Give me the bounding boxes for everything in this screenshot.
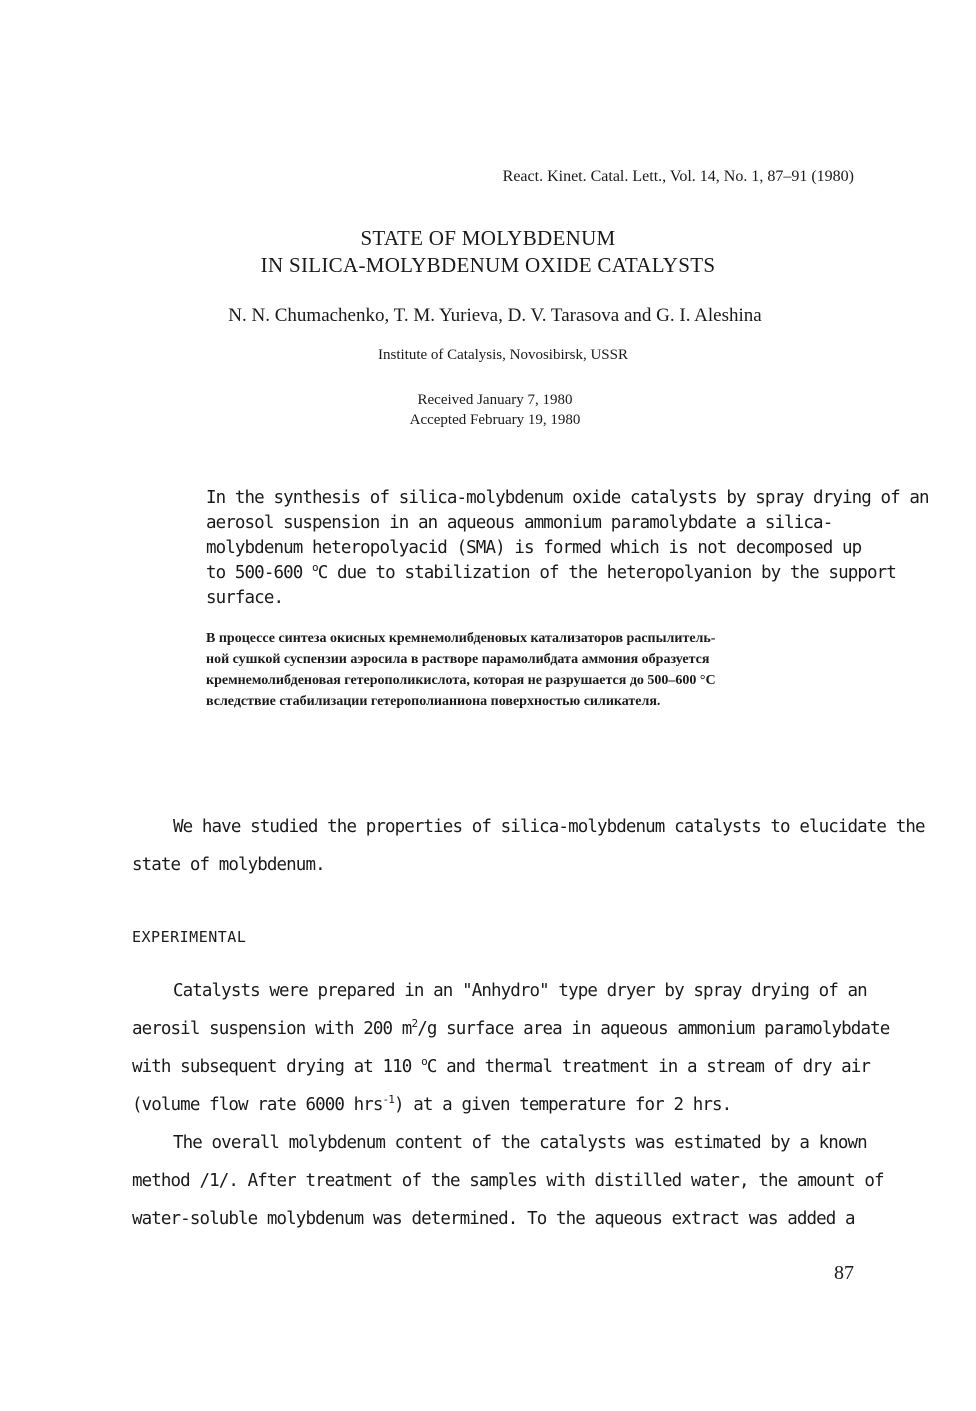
abstract-text: to 500-600 <box>206 563 312 583</box>
body-text: /g surface area in aqueous ammonium paramolybdate <box>417 1019 890 1039</box>
page-number: 87 <box>834 1262 854 1284</box>
body-text: C and thermal treatment in a stream of dry air <box>426 1057 871 1077</box>
abstract-ru-line: вследствие стабилизации гетерополианиона поверхностью силикателя. <box>206 694 661 709</box>
abstract-line: surface. <box>206 588 284 608</box>
accepted-date: Accepted February 19, 1980 <box>409 412 581 428</box>
body-line: Catalysts were prepared in an "Anhydro" type dryer by spray drying of an <box>173 981 867 1001</box>
superscript: 2 <box>411 1017 418 1030</box>
abstract-line: In the synthesis of silica-molybdenum oxide catalysts by spray drying of an <box>206 488 929 508</box>
abstract-line <box>206 561 896 586</box>
abstract-ru-line: кремнемолибденовая гетерополикислота, которая не разрушается до 500–600 °С <box>206 673 716 688</box>
degree-superscript: o <box>421 1055 427 1068</box>
abstract-line: aerosol suspension in an aqueous ammonium paramolybdate a silica- <box>206 513 833 533</box>
degree-superscript: o <box>312 561 318 574</box>
body-line: The overall molybdenum content of the catalysts was estimated by a known <box>173 1133 867 1153</box>
superscript: -1 <box>382 1093 394 1106</box>
abstract-russian <box>206 628 854 712</box>
institution: Institute of Catalysis, Novosibirsk, USSR <box>377 347 628 363</box>
body-line: method /1/. After treatment of the samples with distilled water, the amount of <box>132 1171 884 1191</box>
body-text: with subsequent drying at 110 <box>132 1057 422 1077</box>
body-line: We have studied the properties of silica-molybdenum catalysts to elucidate the <box>173 817 925 837</box>
body-text: aerosil suspension with 200 m <box>132 1019 412 1039</box>
section-heading: EXPERIMENTAL <box>132 928 247 946</box>
author-list: N. N. Chumachenko, T. M. Yurieva, D. V. Tarasova and G. I. Aleshina <box>228 305 762 326</box>
article-title-line-1: STATE OF MOLYBDENUM <box>360 226 616 250</box>
body-line <box>132 1010 890 1048</box>
submission-dates <box>0 390 976 430</box>
abstract-text: C due to stabilization of the heteropolyanion by the support <box>317 563 896 583</box>
body-line <box>132 1048 871 1086</box>
article-title-line-2: IN SILICA-MOLYBDENUM OXIDE CATALYSTS <box>260 253 716 277</box>
experimental-paragraph-1 <box>132 972 890 1124</box>
body-line: water-soluble molybdenum was determined. To the aqueous extract was added a <box>132 1209 855 1229</box>
body-line: state of molybdenum. <box>132 855 325 875</box>
body-text: (volume flow rate 6000 hrs <box>132 1095 383 1115</box>
body-line <box>132 1086 862 1124</box>
experimental-paragraph-2 <box>132 1124 884 1238</box>
abstract-ru-line: ной сушкой суспензии аэросила в растворе парамолибдата аммония образуется <box>206 652 710 667</box>
body-text: ) at a given temperature for 2 hrs. <box>394 1095 732 1115</box>
abstract-english <box>206 486 929 611</box>
abstract-line: molybdenum heteropolyacid (SMA) is formed which is not decomposed up <box>206 538 862 558</box>
intro-paragraph <box>132 808 925 884</box>
received-date: Received January 7, 1980 <box>417 392 573 408</box>
journal-reference: React. Kinet. Catal. Lett., Vol. 14, No. 1, 87–91 (1980) <box>502 168 854 185</box>
abstract-ru-line: В процессе синтеза окисных кремнемолибденовых катализаторов распылитель- <box>206 631 716 646</box>
